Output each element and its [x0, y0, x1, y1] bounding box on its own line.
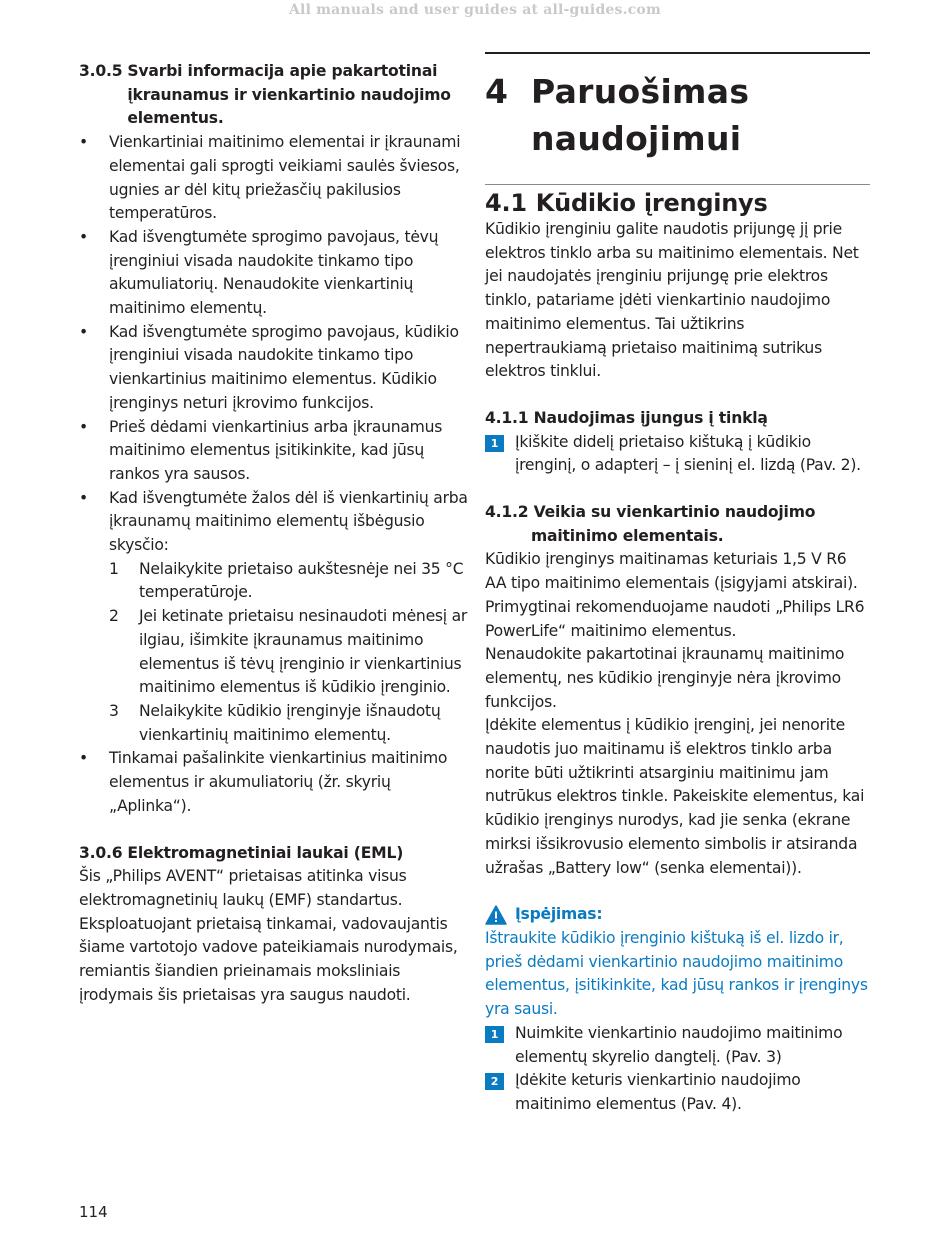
- item-number: 2: [109, 607, 119, 626]
- page-number: 114: [79, 1203, 108, 1221]
- list-item: [79, 226, 469, 321]
- list-item: [79, 416, 469, 487]
- section-title: Naudojimas įjungus į tinklą: [533, 408, 768, 427]
- bullet-icon: •: [79, 749, 88, 768]
- section-number: 3.0.5: [79, 62, 123, 80]
- list-item: [79, 131, 469, 226]
- list-item-text: Vienkartiniai maitinimo elementai ir įkraunami elementai gali sprogti veikiami saulės šviesos, ugnies ar dėl kitų priežasčių pakilusios temperatūros.: [109, 133, 461, 223]
- section-title: Kūdikio įrenginys: [535, 189, 768, 217]
- step-item: [485, 1069, 870, 1116]
- section-divider: [485, 184, 870, 185]
- step-text: Įkiškite didelį prietaiso kištuką į kūdikio įrenginį, o adapterį – į sieninį el. lizdą (Pav. 2).: [515, 432, 861, 475]
- section-body: Kūdikio įrenginiu galite naudotis prijungę jį prie elektros tinklo arba su maitinimo elementais. Net jei naudojatės įrenginiu prijungę prie elektros tinklo, patariame įdėti vienkartinio naudojimo maitinimo elementus. Tai užtikrins nepertraukiamą prietaiso maitinimą sutrikus elektros tinklui.: [485, 220, 859, 381]
- bullet-icon: •: [79, 133, 88, 152]
- item-number: 1: [109, 559, 119, 578]
- section-title: Elektromagnetiniai laukai (EML): [127, 843, 404, 862]
- list-item-text: Prieš dėdami vienkartinius arba įkraunamus maitinimo elementus įsitikinkite, kad jūsų rankos yra sausos.: [109, 417, 443, 483]
- step-text: Įdėkite keturis vienkartinio naudojimo maitinimo elementus (Pav. 4).: [515, 1071, 801, 1113]
- warning-triangle-icon: [485, 905, 507, 925]
- step-number-badge: 1: [485, 1026, 504, 1043]
- list-item-text: Tinkamai pašalinkite vienkartinius maitinimo elementus ir akumuliatorių (žr. skyrių „Aplinka“).: [109, 749, 448, 815]
- section-title-line-2: maitinimo elementais.: [531, 526, 724, 545]
- list-item-text: Kad išvengtumėte sprogimo pavojaus, kūdikio įrenginiui visada naudokite tinkamo tipo vienkartinius maitinimo elementus. Kūdikio įrenginys neturi įkrovimo funkcijos.: [109, 322, 459, 412]
- numbered-item: [109, 700, 469, 747]
- left-column: [79, 60, 469, 1007]
- section-body: Šis „Philips AVENT“ prietaisas atitinka visus elektromagnetinių laukų (EMF) standartus. Eksploatuojant prietaisą tinkamai, vadovaujantis šiame vartotojo vadove pateikiamais nurodymais, remiantis šiandien prieinamais moksliniais įrodymais šis prietaisas yra saugus naudoti.: [79, 867, 458, 1004]
- section-number: 4.1.2: [485, 503, 529, 522]
- section-number: 4.1.1: [485, 408, 529, 427]
- step-list: [485, 431, 870, 478]
- warning-heading: [485, 903, 870, 927]
- section-3-0-6-heading: [79, 842, 469, 866]
- section-number: 3.0.6: [79, 843, 123, 862]
- step-item: [485, 431, 870, 478]
- item-text: Nelaikykite prietaiso aukštesnėje nei 35 °C temperatūroje.: [139, 559, 464, 602]
- chapter-title-text: Paruošimas naudojimui: [531, 72, 750, 158]
- section-3-0-5-heading: [79, 60, 469, 131]
- step-number-badge: 1: [485, 435, 504, 452]
- item-number: 3: [109, 701, 119, 720]
- bullet-icon: •: [79, 417, 88, 436]
- chapter-number: 4: [485, 72, 509, 111]
- warning-title: Įspėjimas:: [515, 905, 603, 924]
- chapter-divider: [485, 52, 870, 54]
- section-number: 4.1: [485, 189, 527, 217]
- section-4-1-heading: [485, 188, 870, 218]
- section-body: Kūdikio įrenginys maitinamas keturiais 1,5 V R6 AA tipo maitinimo elementais (įsigyjami atskirai). Primygtinai rekomenduojame naudoti „Philips LR6 PowerLife“ maitinimo elementus. Nenaudokite pakartotinai įkraunamų maitinimo elementų, nes kūdikio įrenginyje nėra įkrovimo funkcijos. Įdėkite elementus į kūdikio įrenginį, jei nenorite naudotis juo maitinamu iš elektros tinklo arba norite būti užtikrinti atsarginiu maitinimu jam nutrūkus elektros tinkle. Pakeiskite elementus, kai kūdikio įrenginys nurodys, kad jie senka (ekrane mirksi išsikrovusio elemento simbolis ir atsiranda užrašas „Battery low“ (senka elementai)).: [485, 550, 865, 877]
- numbered-item: [109, 558, 469, 605]
- warning-text: Ištraukite kūdikio įrenginio kištuką iš el. lizdo ir, prieš dėdami vienkartinio naudojimo maitinimo elementus, įsitikinkite, kad jūsų rankos ir įrenginys yra sausi.: [485, 928, 868, 1019]
- item-text: Jei ketinate prietaisu nesinaudoti mėnesį ar ilgiau, išimkite įkraunamus maitinimo elementus iš tėvų įrenginio ir vienkartinius maitinimo elementus iš kūdikio įrenginio.: [139, 607, 468, 697]
- section-title-line-1: Veikia su vienkartinio naudojimo: [533, 503, 816, 522]
- section-title: Svarbi informacija apie pakartotinai įkraunamus ir vienkartinio naudojimo elementus.: [127, 62, 451, 128]
- right-column: [485, 52, 870, 1117]
- numbered-list: [109, 558, 469, 748]
- list-item-text: Kad išvengtumėte sprogimo pavojaus, tėvų įrenginiui visada naudokite tinkamo tipo akumuliatorių. Nenaudokite vienkartinių maitinimo elementų.: [109, 227, 439, 318]
- section-4-1-1-heading: [485, 407, 870, 431]
- step-text: Nuimkite vienkartinio naudojimo maitinimo elementų skyrelio dangtelį. (Pav. 3): [515, 1023, 843, 1066]
- list-item: [79, 321, 469, 416]
- bullet-list: [79, 131, 469, 818]
- chapter-title: [485, 68, 870, 162]
- bullet-icon: •: [79, 488, 88, 507]
- list-item-text: Kad išvengtumėte žalos dėl iš vienkartinių arba įkraunamų maitinimo elementų išbėgusio skysčio:: [109, 488, 468, 555]
- bullet-icon: •: [79, 227, 88, 246]
- step-number-badge: 2: [485, 1073, 504, 1090]
- item-text: Nelaikykite kūdikio įrenginyje išnaudotų vienkartinių maitinimo elementų.: [139, 701, 441, 744]
- list-item: [79, 487, 469, 748]
- step-item: [485, 1022, 870, 1069]
- step-list: [485, 1022, 870, 1117]
- section-4-1-2-heading: [485, 501, 870, 548]
- bullet-icon: •: [79, 322, 88, 341]
- list-item: [79, 747, 469, 818]
- numbered-item: [109, 605, 469, 700]
- watermark: All manuals and user guides at all-guides.com: [289, 2, 661, 18]
